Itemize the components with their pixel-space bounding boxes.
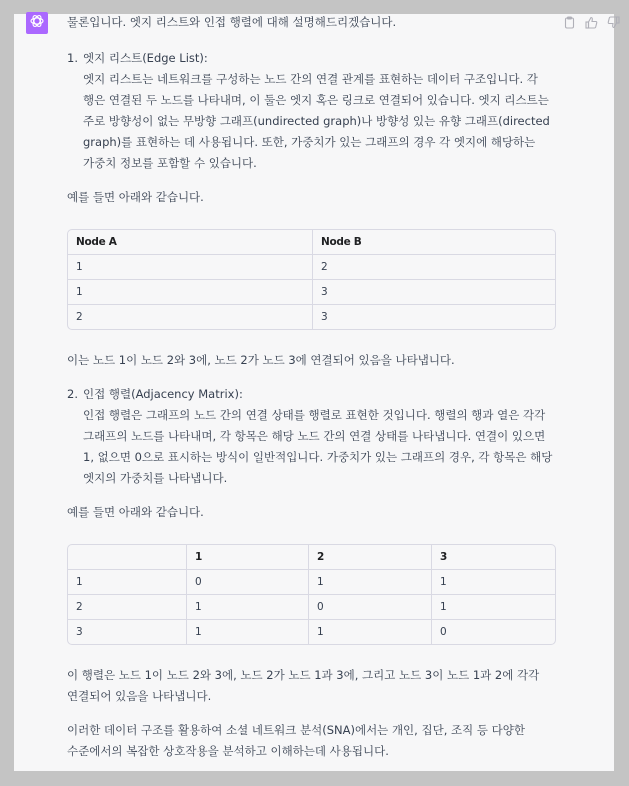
table-cell: 3: [68, 620, 187, 644]
table-cell: 2: [313, 255, 555, 280]
table-cell: 1: [432, 570, 555, 595]
table-header-cell: Node A: [68, 230, 313, 255]
section-body: 엣지 리스트는 네트워크를 구성하는 노드 간의 연결 관계를 표현하는 데이터 구조입니다. 각 행은 연결된 두 노드를 나타내며, 이 둘은 엣지 혹은 링크로 연결되어 있습니다. 엣지 리스트는 주로 방향성이 없는 무방향 그래프(undirected graph)나 방향성 있는 유향 그래프(directed graph)를 표현하는 데 사용됩니다. 또한, 가중치가 있는 그래프의 경우 각 엣지에 해당하는 가중치 정보를 포함할 수 있습니다.: [83, 72, 550, 170]
table-header-cell: Node B: [313, 230, 555, 255]
table-cell: 2: [68, 305, 313, 329]
clipboard-icon[interactable]: [563, 14, 576, 27]
table-cell: 3: [321, 310, 328, 323]
thumbs-up-icon[interactable]: [585, 14, 598, 27]
edge-list-table: [67, 229, 556, 330]
table-cell: 1: [309, 570, 432, 595]
table-header-cell: 1: [187, 545, 309, 570]
example-label: 예를 들면 아래와 같습니다.: [67, 190, 204, 204]
adjacency-matrix-summary: 이 행렬은 노드 1이 노드 2와 3에, 노드 2가 노드 1과 3에, 그리고 노드 3이 노드 1과 2에 각각 연결되어 있음을 나타냅니다.: [67, 668, 540, 703]
table-row: [68, 280, 555, 305]
table-row: [68, 570, 555, 595]
table-row: [68, 305, 555, 329]
table-cell: 2: [68, 595, 187, 620]
table-cell: 1: [68, 255, 313, 280]
table-cell: 1: [187, 620, 309, 644]
table-header-cell: 2: [309, 545, 432, 570]
table-header-row: [68, 230, 555, 255]
table-row: [68, 255, 555, 280]
thumbs-down-icon[interactable]: [607, 14, 620, 27]
edge-list-summary: 이는 노드 1이 노드 2와 3에, 노드 2가 노드 3에 연결되어 있음을 나타냅니다.: [67, 353, 455, 367]
intro-text: 물론입니다. 엣지 리스트와 인접 행렬에 대해 설명해드리겠습니다.: [67, 15, 397, 29]
table-row: [68, 620, 555, 644]
conclusion-text: 이러한 데이터 구조를 활용하여 소셜 네트워크 분석(SNA)에서는 개인, 집단, 조직 등 다양한 수준에서의 복잡한 상호작용을 분석하고 이해하는데 사용됩니다.: [67, 723, 525, 758]
table-cell: 1: [187, 595, 309, 620]
table-cell: 1: [432, 595, 555, 620]
message-content: [67, 12, 557, 762]
list-item-adjacency-matrix: [67, 384, 557, 489]
table-header-row: [68, 545, 555, 570]
adjacency-matrix-table: [67, 544, 556, 645]
section-title: 인접 행렬(Adjacency Matrix):: [83, 387, 243, 401]
message-actions: [563, 14, 620, 27]
openai-logo-icon: [29, 13, 45, 33]
table-header-cell: [68, 545, 187, 570]
list-number: 1.: [67, 51, 78, 65]
table-cell: 3: [313, 280, 555, 305]
example-label: 예를 들면 아래와 같습니다.: [67, 505, 204, 519]
table-header-cell: 3: [432, 545, 555, 570]
list-item-edge-list: [67, 48, 557, 174]
table-row: [68, 595, 555, 620]
table-cell: 1: [68, 280, 313, 305]
section-body: 인접 행렬은 그래프의 노드 간의 연결 상태를 행렬로 표현한 것입니다. 행렬의 행과 열은 각각 그래프의 노드를 나타내며, 각 항목은 해당 노드 간의 연결 상태를 나타냅니다. 연결이 있으면 1, 없으면 0으로 표시하는 방식이 일반적입니다. 가중치가 있는 그래프의 경우, 각 항목은 해당 엣지의 가중치를 나타냅니다.: [83, 408, 553, 485]
assistant-avatar: [26, 12, 48, 34]
table-cell: 1: [309, 620, 432, 644]
section-title: 엣지 리스트(Edge List):: [83, 51, 208, 65]
table-cell: 0: [187, 570, 309, 595]
list-number: 2.: [67, 387, 78, 401]
table-cell: 0: [440, 625, 447, 638]
table-cell: 1: [68, 570, 187, 595]
table-cell: 0: [309, 595, 432, 620]
